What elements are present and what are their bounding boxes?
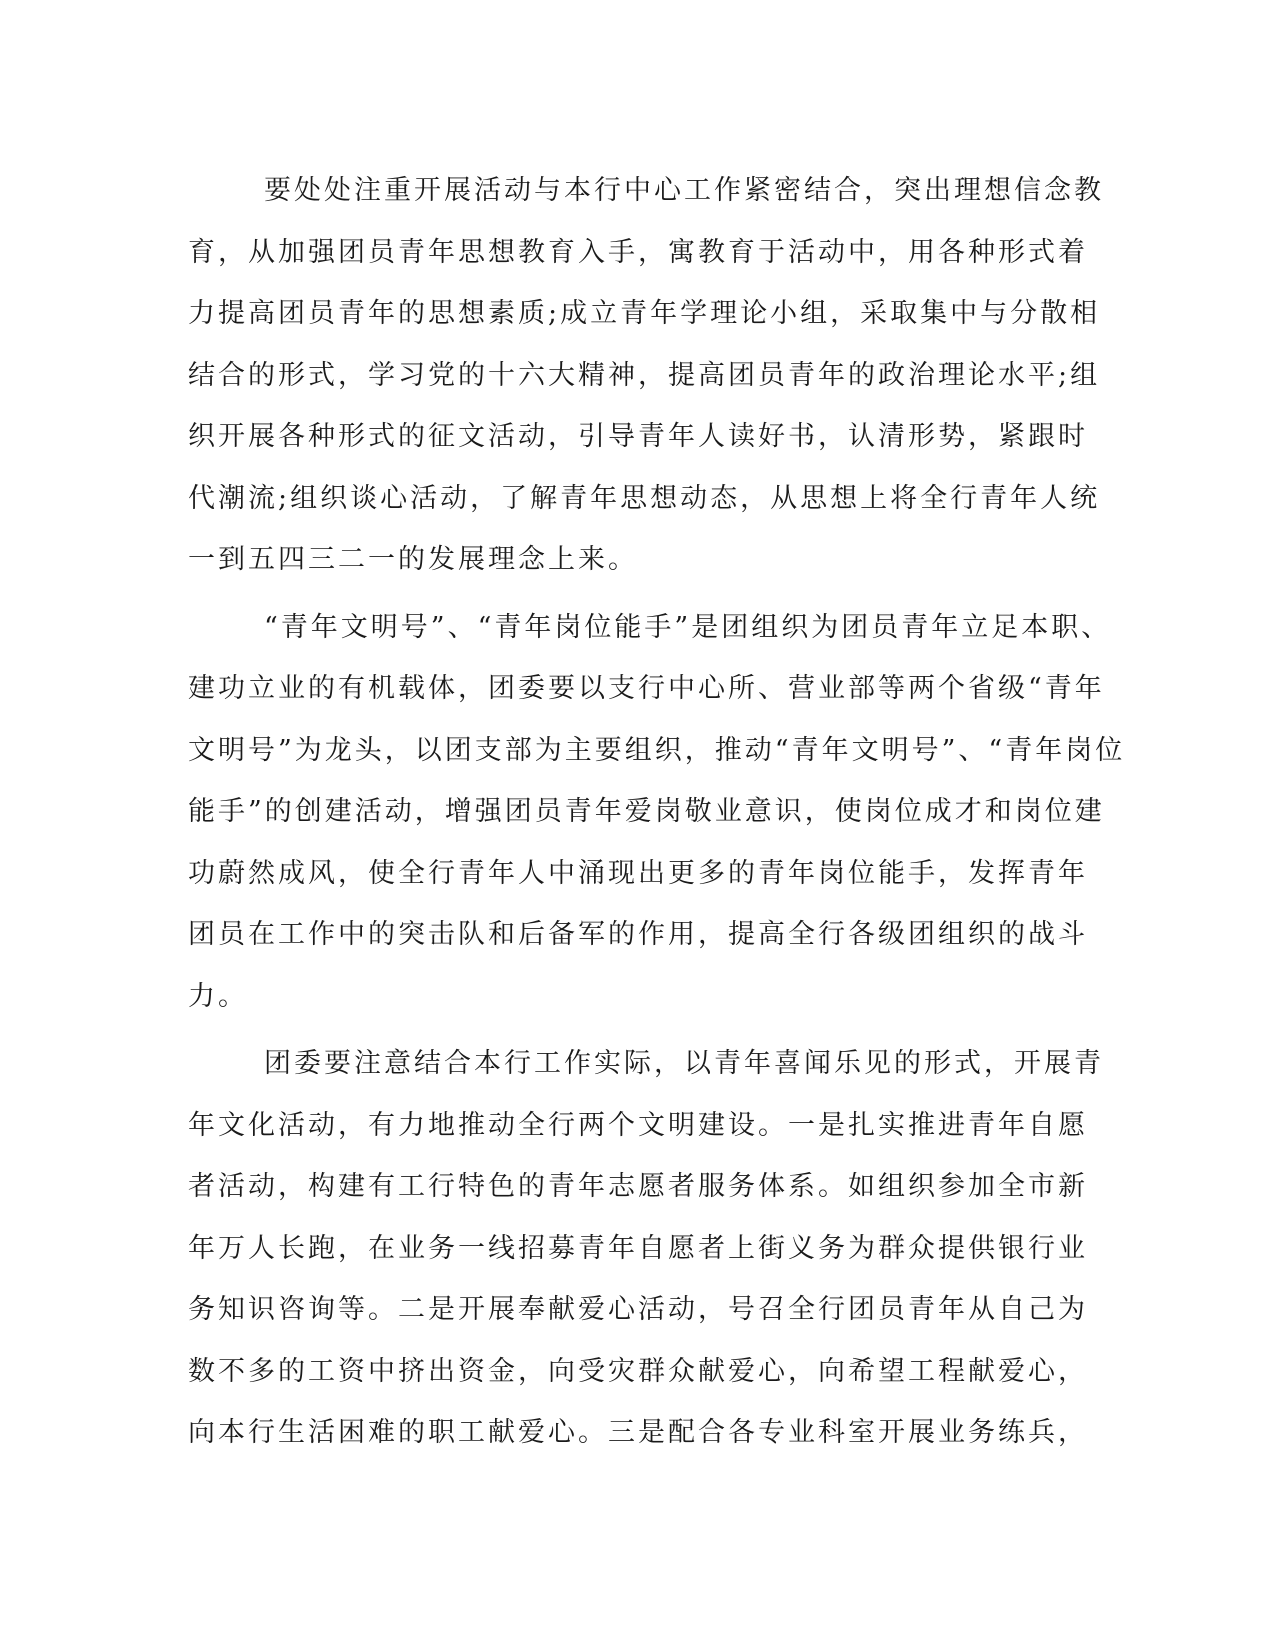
paragraph-2 [188,597,1126,1028]
text-line: 一到五四三二一的发展理念上来。 [188,544,638,575]
text-line: “青年文明号”、“青年岗位能手”是团组织为团员青年立足本职、 [264,611,1112,643]
text-line: 年文化活动，有力地推动全行两个文明建设。一是扎实推进青年自愿 [188,1109,1088,1141]
text-line: 务知识咨询等。二是开展奉献爱心活动，号召全行团员青年从自己为 [188,1294,1088,1325]
text-line: 数不多的工资中挤出资金，向受灾群众献爱心，向希望工程献爱心， [188,1355,1088,1387]
text-line: 者活动，构建有工行特色的青年志愿者服务体系。如组织参加全市新 [188,1171,1088,1202]
text-line: 团员在工作中的突击队和后备军的作用，提高全行各级团组织的战斗 [188,919,1088,950]
text-line: 年万人长跑，在业务一线招募青年自愿者上街义务为群众提供银行业 [188,1232,1088,1264]
text-line: 力。 [188,980,248,1012]
text-line: 建功立业的有机载体，团委要以支行中心所、营业部等两个省级“青年 [188,673,1105,704]
text-line: 能手”的创建活动，增强团员青年爱岗敬业意识，使岗位成才和岗位建 [188,796,1105,827]
document-body [188,160,1126,1470]
text-line: 功蔚然成风，使全行青年人中涌现出更多的青年岗位能手，发挥青年 [188,857,1088,889]
paragraph-1 [188,160,1104,591]
text-line: 育，从加强团员青年思想教育入手，寓教育于活动中，用各种形式着 [188,236,1088,268]
text-line: 向本行生活困难的职工献爱心。三是配合各专业科室开展业务练兵， [188,1417,1088,1448]
text-line: 文明号”为龙头，以团支部为主要组织，推动“青年文明号”、“青年岗位 [188,734,1126,766]
text-line: 力提高团员青年的思想素质;成立青年学理论小组，采取集中与分散相 [188,298,1101,329]
paragraph-3 [188,1033,1104,1464]
text-line: 织开展各种形式的征文活动，引导青年人读好书，认清形势，紧跟时 [188,421,1088,452]
text-line: 团委要注意结合本行工作实际，以青年喜闻乐见的形式，开展青 [264,1048,1104,1079]
text-line: 要处处注重开展活动与本行中心工作紧密结合，突出理想信念教 [264,175,1104,206]
text-line: 代潮流;组织谈心活动，了解青年思想动态，从思想上将全行青年人统 [188,482,1101,514]
text-line: 结合的形式，学习党的十六大精神，提高团员青年的政治理论水平;组 [188,359,1101,391]
